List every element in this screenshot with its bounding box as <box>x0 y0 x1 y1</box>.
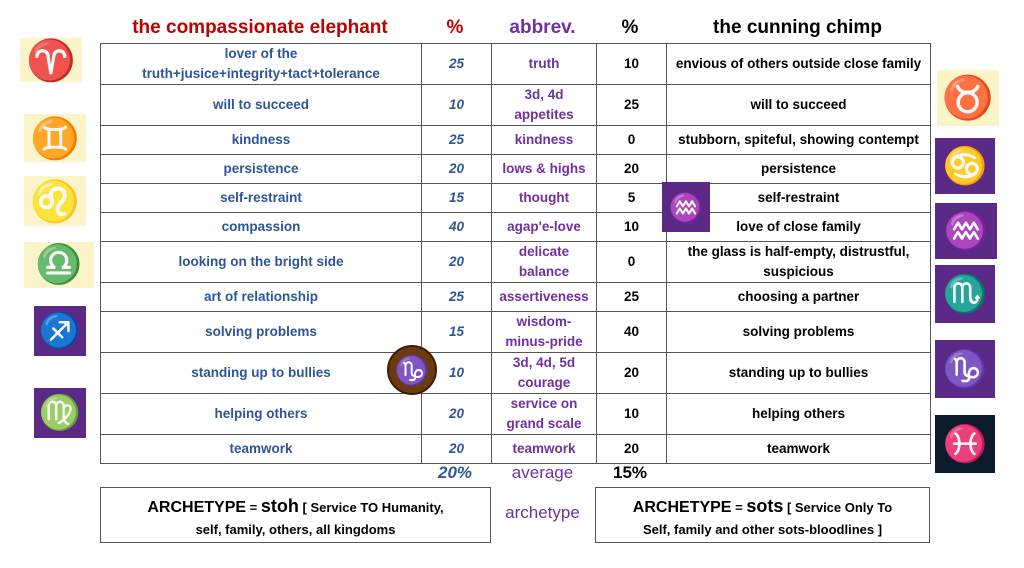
chimp-trait-cell: self-restraint <box>667 184 931 213</box>
chimp-percent-cell: 40 <box>597 312 667 353</box>
elephant-trait-cell: lover of the truth+jusice+integrity+tact+tolerance <box>101 44 422 85</box>
chimp-trait-cell: helping others <box>667 394 931 435</box>
chimp-percent-cell: 0 <box>597 126 667 155</box>
archetype-desc-line2: Self, family and other sots-bloodlines ] <box>642 522 883 537</box>
chimp-percent-cell: 10 <box>597 213 667 242</box>
archetype-code: sots <box>746 496 784 516</box>
abbrev-cell: agap'e-love <box>492 213 597 242</box>
average-label: average <box>511 463 574 482</box>
elephant-archetype-box <box>100 487 491 543</box>
chimp-percent-cell: 20 <box>597 353 667 394</box>
archetype-desc: [ Service TO Humanity, <box>298 500 444 515</box>
abbrev-cell: 3d, 4d, 5d courage <box>492 353 597 394</box>
elephant-percent-cell: 25 <box>422 126 492 155</box>
aries-icon: ♈ <box>20 38 82 82</box>
table-row <box>101 155 931 184</box>
chimp-percent-cell: 25 <box>597 85 667 126</box>
libra-icon: ♎ <box>24 242 94 288</box>
abbrev-cell: delicate balance <box>492 242 597 283</box>
elephant-trait-cell: will to succeed <box>101 85 422 126</box>
chimp-trait-cell: love of close family <box>667 213 931 242</box>
elephant-trait-cell: solving problems <box>101 312 422 353</box>
chimp-trait-cell: envious of others outside close family <box>667 44 931 85</box>
chimp-trait-cell: teamwork <box>667 435 931 464</box>
archetype-desc: [ Service Only To <box>783 500 893 515</box>
elephant-average: 20% <box>437 463 473 482</box>
elephant-percent-cell: 20 <box>422 435 492 464</box>
elephant-trait-cell: persistence <box>101 155 422 184</box>
table-row <box>101 213 931 242</box>
abbrev-cell: lows & highs <box>492 155 597 184</box>
pisces-icon: ♓ <box>935 415 995 473</box>
archetype-prefix: ARCHETYPE <box>147 499 247 516</box>
aquarius-icon: ♒ <box>935 203 997 259</box>
elephant-trait-cell: helping others <box>101 394 422 435</box>
table-row <box>101 394 931 435</box>
chimp-trait-cell: will to succeed <box>667 85 931 126</box>
elephant-trait-cell: art of relationship <box>101 283 422 312</box>
table-row <box>101 283 931 312</box>
capricorn-brown-icon: ♑ <box>387 345 437 395</box>
chimp-trait-cell: choosing a partner <box>667 283 931 312</box>
archetype-label: archetype <box>505 503 580 522</box>
chimp-trait-cell: persistence <box>667 155 931 184</box>
chimp-percent-cell: 5 <box>597 184 667 213</box>
elephant-percent-header: % <box>446 17 464 38</box>
elephant-trait-cell: standing up to bullies <box>101 353 422 394</box>
archetype-desc-line2: self, family, others, all kingdoms <box>195 522 396 537</box>
scorpio-icon: ♏ <box>935 265 995 323</box>
chimp-percent-cell: 0 <box>597 242 667 283</box>
leo-icon: ♌ <box>24 176 86 226</box>
elephant-trait-cell: teamwork <box>101 435 422 464</box>
chimp-trait-cell: solving problems <box>667 312 931 353</box>
chimp-archetype-box <box>595 487 930 543</box>
elephant-trait-cell: kindness <box>101 126 422 155</box>
chimp-percent-cell: 10 <box>597 394 667 435</box>
table-row <box>101 242 931 283</box>
elephant-header: the compassionate elephant <box>132 17 388 38</box>
elephant-percent-cell: 20 <box>422 155 492 184</box>
taurus-icon: ♉ <box>937 70 999 126</box>
table-row <box>101 44 931 85</box>
chimp-average: 15% <box>612 463 648 482</box>
elephant-trait-cell: self-restraint <box>101 184 422 213</box>
sagittarius-icon: ♐ <box>34 306 86 356</box>
elephant-percent-cell: 25 <box>422 283 492 312</box>
table-row <box>101 126 931 155</box>
elephant-percent-cell: 15 <box>422 312 492 353</box>
aquarius-purple-icon: ♒ <box>662 182 710 232</box>
elephant-percent-cell: 40 <box>422 213 492 242</box>
chimp-trait-cell: stubborn, spiteful, showing contempt <box>667 126 931 155</box>
table-row <box>101 85 931 126</box>
elephant-percent-cell: 25 <box>422 44 492 85</box>
chimp-percent-cell: 25 <box>597 283 667 312</box>
abbrev-cell: kindness <box>492 126 597 155</box>
elephant-trait-cell: compassion <box>101 213 422 242</box>
comparison-table <box>100 43 931 464</box>
abbrev-cell: teamwork <box>492 435 597 464</box>
virgo-icon: ♍ <box>34 388 86 438</box>
elephant-percent-cell: 10 <box>422 85 492 126</box>
gemini-icon: ♊ <box>24 114 86 162</box>
table-row <box>101 184 931 213</box>
chimp-percent-header: % <box>621 17 639 38</box>
abbrev-cell: service on grand scale <box>492 394 597 435</box>
elephant-percent-cell: 10 <box>422 353 492 394</box>
chimp-percent-cell: 20 <box>597 155 667 184</box>
elephant-percent-cell: 20 <box>422 394 492 435</box>
abbrev-cell: 3d, 4d appetites <box>492 85 597 126</box>
archetype-eq: = <box>246 500 261 515</box>
table-row <box>101 353 931 394</box>
table-row <box>101 312 931 353</box>
chimp-trait-cell: the glass is half-empty, distrustful, suspicious <box>667 242 931 283</box>
abbrev-cell: assertiveness <box>492 283 597 312</box>
cancer-icon: ♋ <box>935 138 995 194</box>
elephant-percent-cell: 15 <box>422 184 492 213</box>
abbrev-cell: wisdom-minus-pride <box>492 312 597 353</box>
abbrev-cell: thought <box>492 184 597 213</box>
elephant-percent-cell: 20 <box>422 242 492 283</box>
archetype-eq: = <box>731 500 747 515</box>
abbrev-cell: truth <box>492 44 597 85</box>
archetype-prefix: ARCHETYPE <box>632 499 732 516</box>
chimp-percent-cell: 10 <box>597 44 667 85</box>
abbrev-header: abbrev. <box>509 17 576 38</box>
capricorn-icon: ♑ <box>935 340 995 398</box>
elephant-trait-cell: looking on the bright side <box>101 242 422 283</box>
chimp-percent-cell: 20 <box>597 435 667 464</box>
chimp-trait-cell: standing up to bullies <box>667 353 931 394</box>
chimp-header: the cunning chimp <box>713 17 882 38</box>
archetype-code: stoh <box>260 496 299 516</box>
